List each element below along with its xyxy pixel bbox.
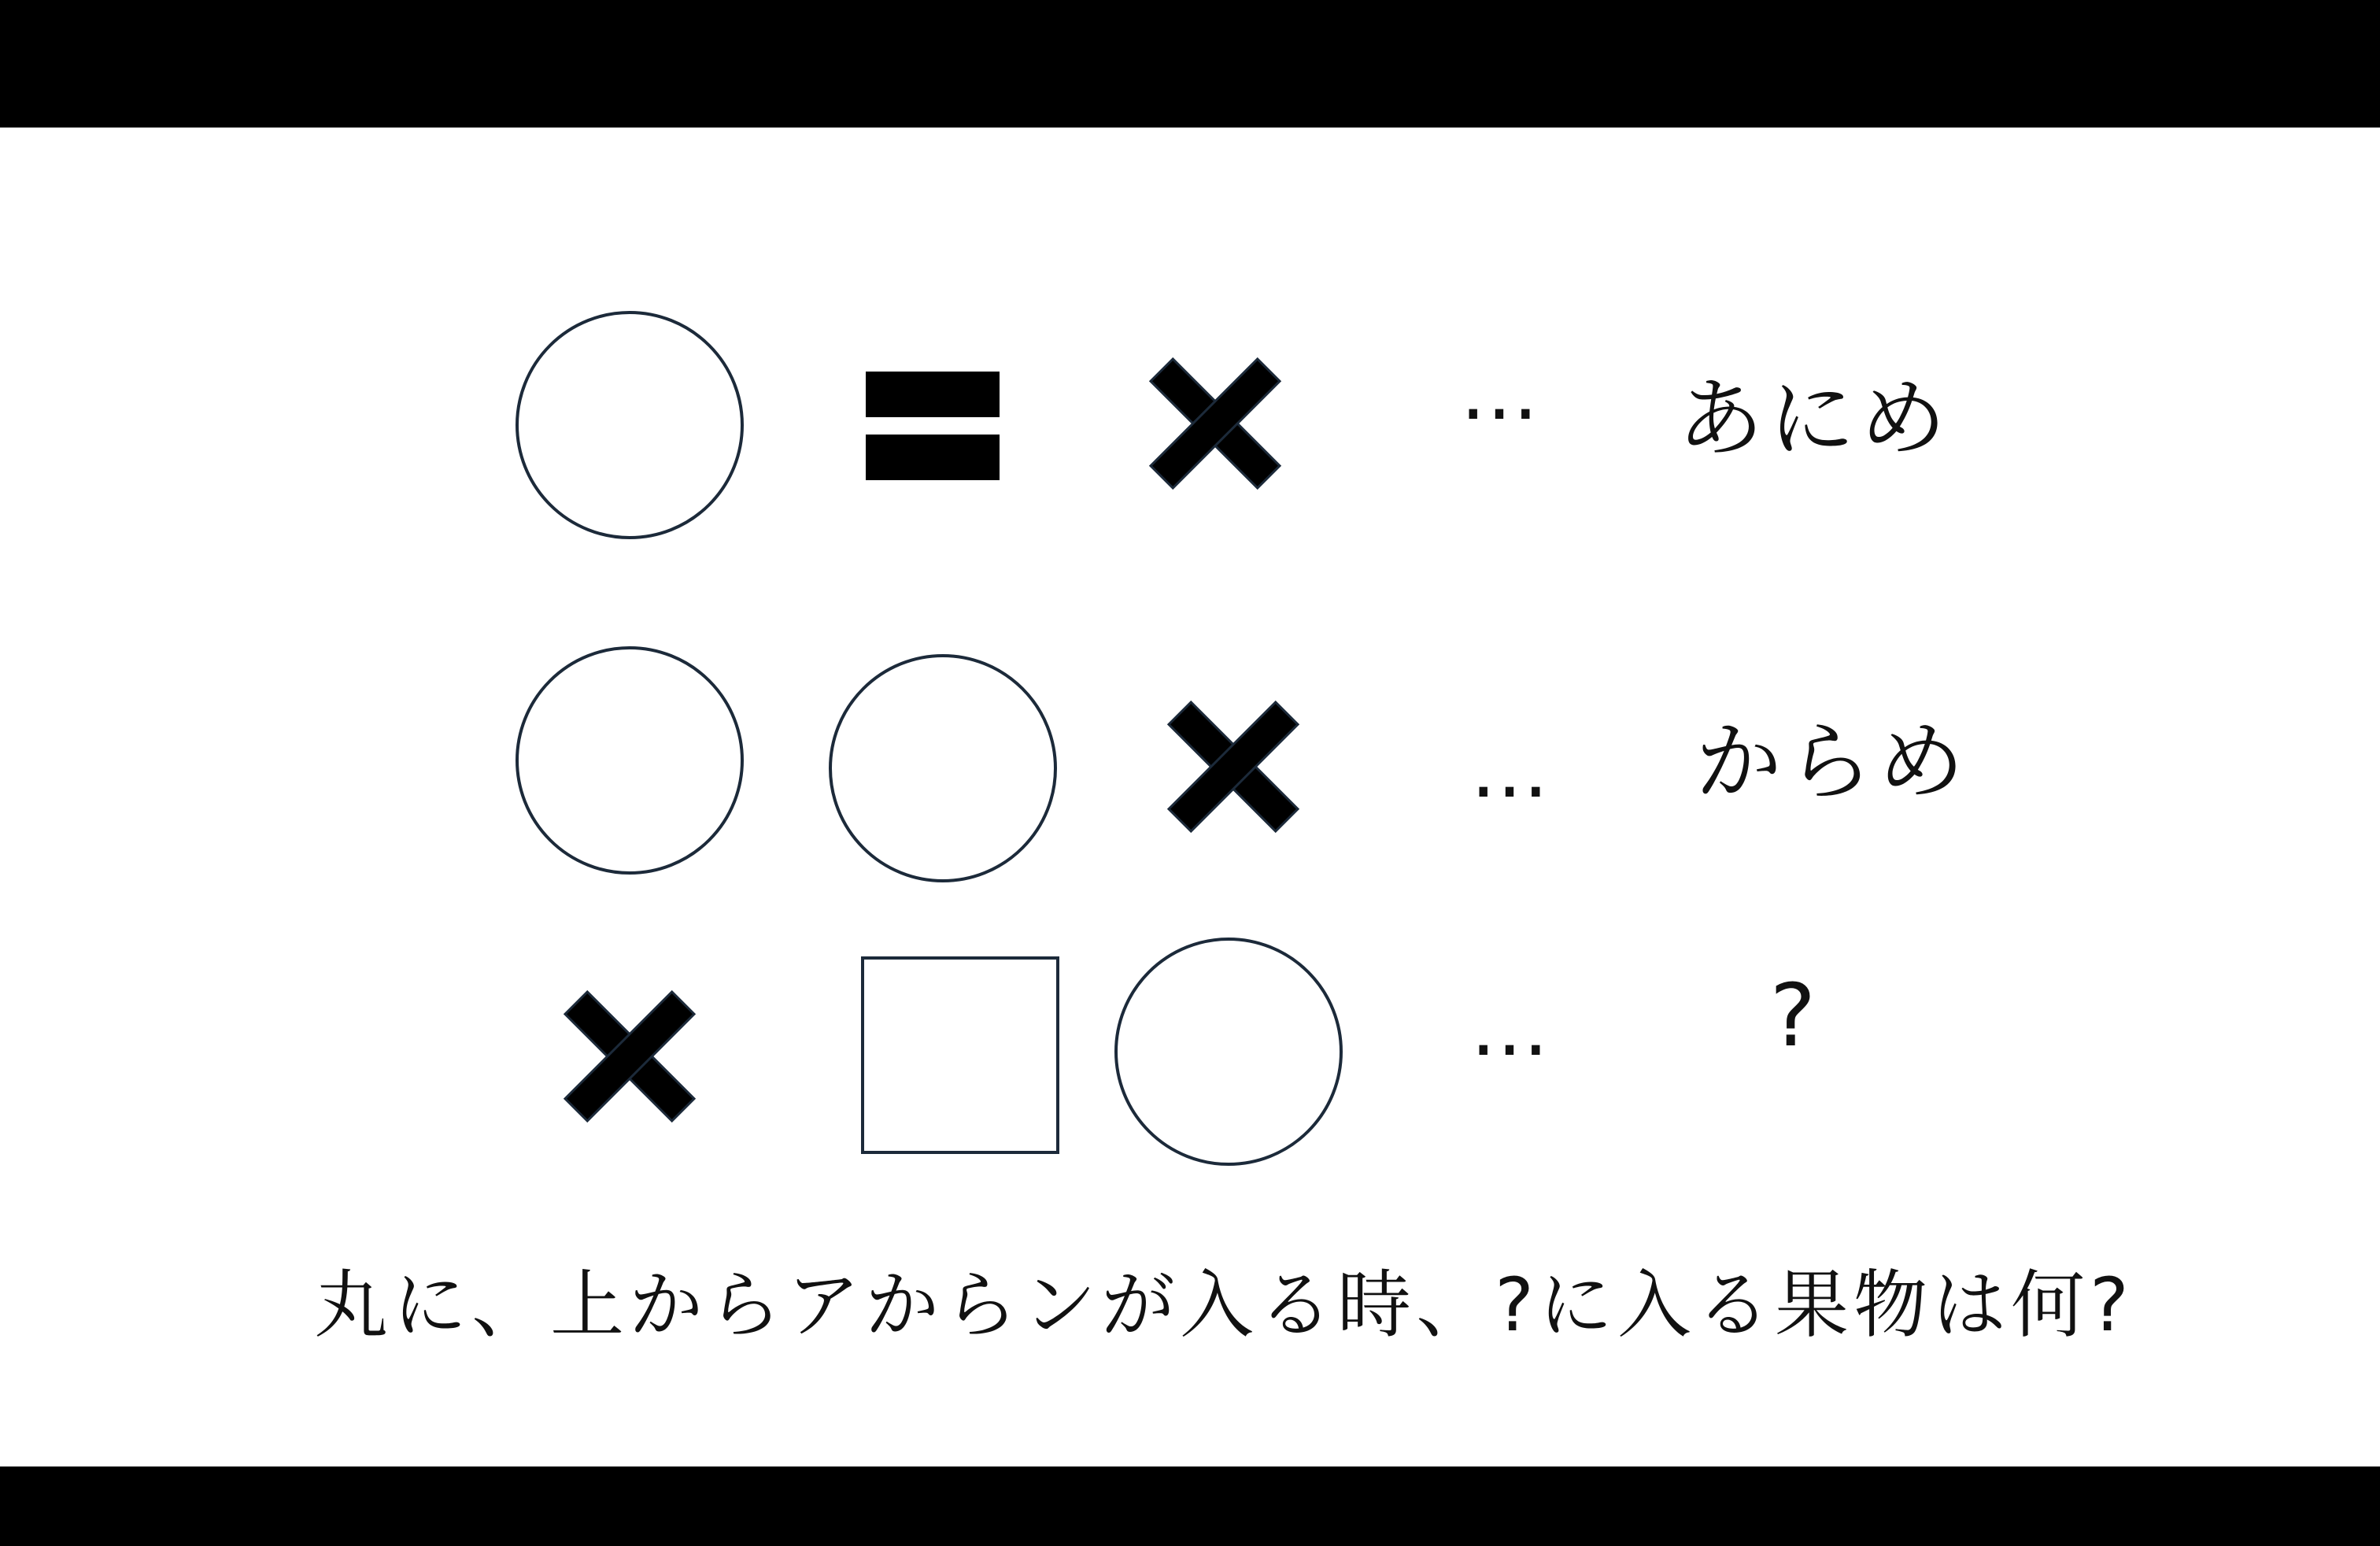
- row2-answer: からめ: [1695, 712, 1969, 812]
- puzzle-canvas: [0, 128, 2380, 1466]
- letterbox-bottom: [0, 1466, 2380, 1546]
- row1-ellipsis: …: [1460, 346, 1539, 438]
- row2-cross-symbol: [1169, 702, 1298, 831]
- row3-square-symbol: [863, 958, 1058, 1152]
- row3-answer: ?: [1769, 965, 1816, 1066]
- row1-cross-symbol: [1151, 359, 1280, 488]
- row3-ellipsis: …: [1470, 982, 1549, 1074]
- row1-circle-symbol: [517, 313, 742, 538]
- row3-circle-symbol: [1116, 939, 1341, 1164]
- row1-equals-symbol: [866, 372, 1000, 480]
- puzzle-slide: [0, 128, 2380, 1466]
- row3-cross-symbol: [565, 992, 694, 1121]
- letterbox-top: [0, 0, 2380, 128]
- row2-ellipsis: …: [1470, 723, 1549, 816]
- row2-circle-symbol-1: [517, 648, 742, 873]
- row2-circle-symbol-2: [830, 656, 1055, 881]
- row1-answer: あにめ: [1677, 368, 1951, 469]
- question-text: 丸に、上からアからンが入る時、?に入る果物は何?: [314, 1263, 2134, 1348]
